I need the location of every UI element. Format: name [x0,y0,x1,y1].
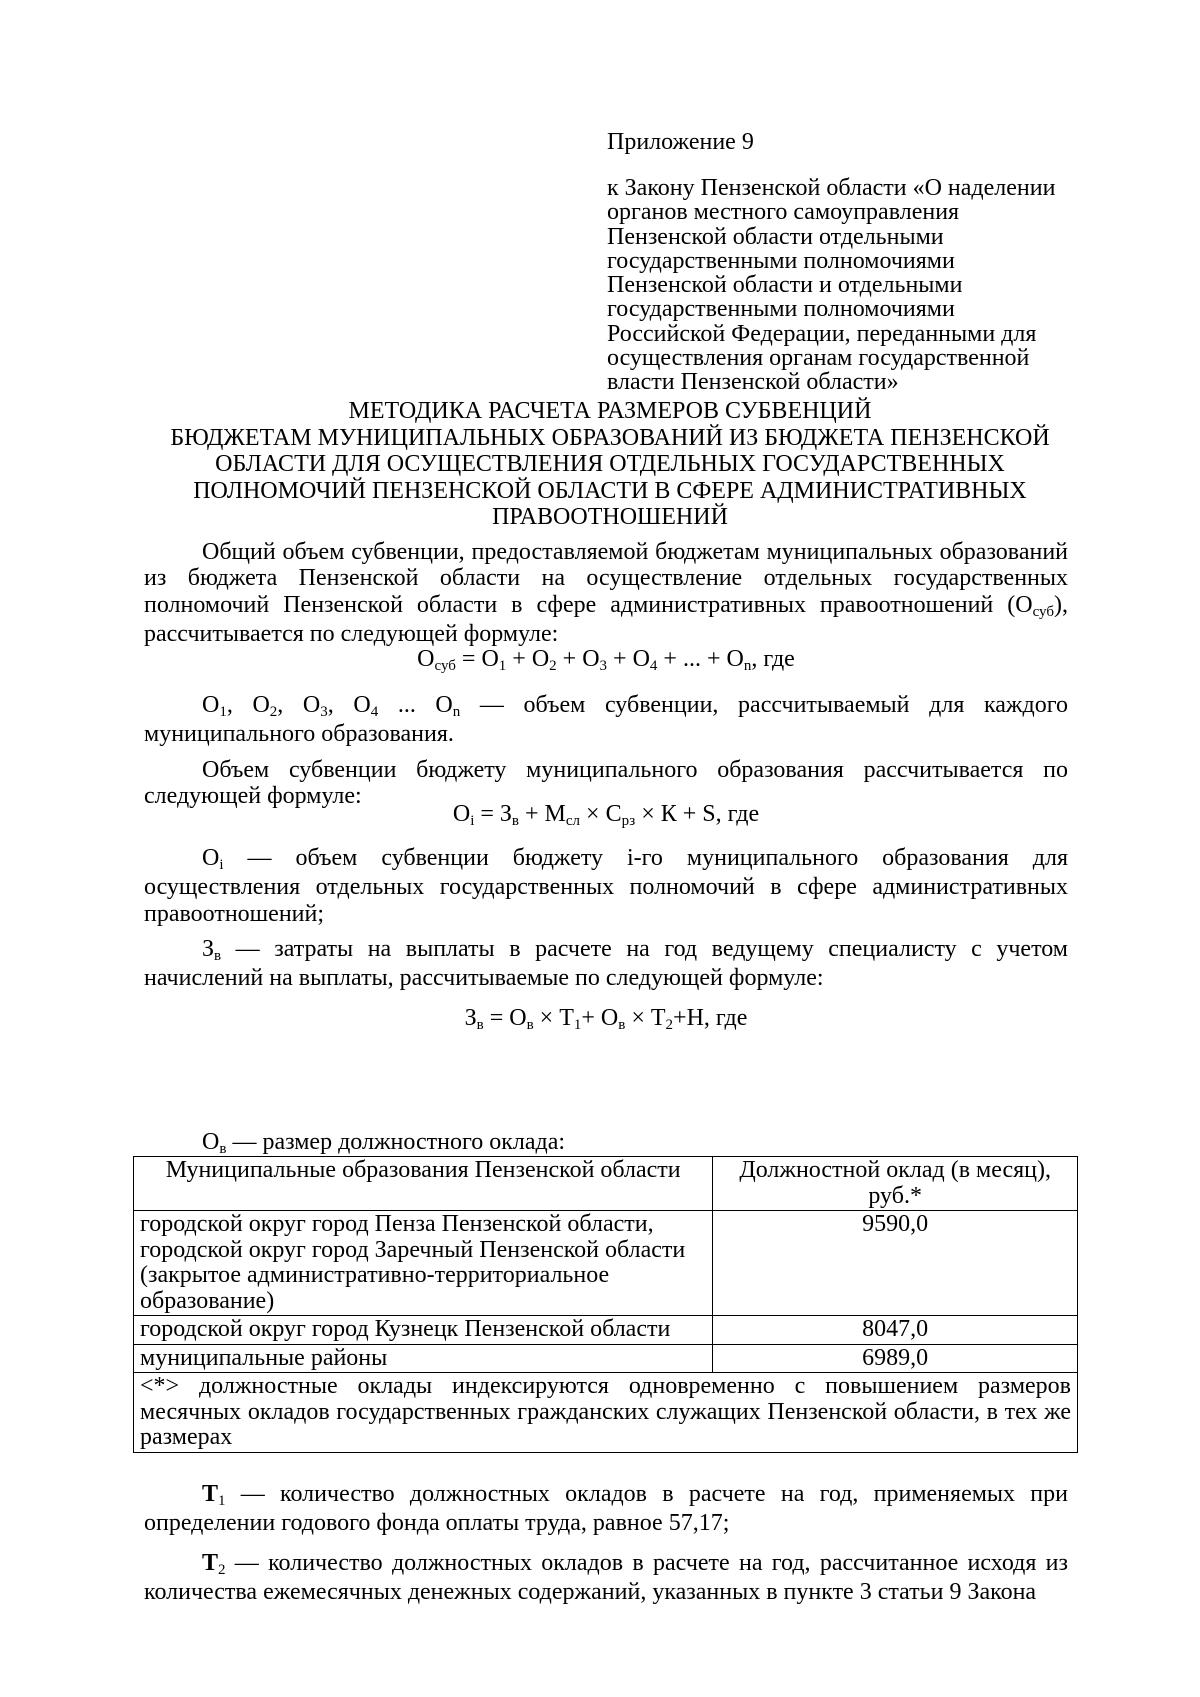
paragraph-total-subvention: Общий объем субвенции, предоставляемой бюджетам муниципальных образований из бюджета Пензенской области на осуществление отдельных государственных полномочий Пензенской области в сфере административных правоотношений $(О_{суб})$, рассчитывается по следующей формуле: [144,539,1068,647]
paragraph-t1-definition: $Т_1$ — количество должностных окладов в расчете на год, применяемых при определении годового фонда оплаты труда, равное 57,17; [144,1481,1068,1537]
paragraph-oi-definition: $О_i$ — объем субвенции бюджету i-го муниципального образования для осуществления отдельных государственных полномочий в сфере административных правоотношений; [144,845,1068,927]
table-cell-mo: городской округ город Пенза Пензенской области, городской округ город Заречный Пензенской области (закрытое административно-территориальное образование) [134,1211,713,1316]
document-title [140,398,1080,531]
table-row [134,1344,1078,1373]
paragraph-zv-definition: $З_в$ — затраты на выплаты в расчете на год ведущему специалисту с учетом начислений на выплаты, рассчитываемые по следующей формуле: [144,936,1068,992]
formula-total: $О_{суб} = О_1 + О_2 + О_3 + О_4$ + ... + $О_n$, где [417,646,795,674]
title-line: ПОЛНОМОЧИЙ ПЕНЗЕНСКОЙ ОБЛАСТИ В СФЕРЕ АДМИНИСТРАТИВНЫХ [193,477,1027,504]
table-row [134,1316,1078,1345]
formula-zv: $З_в = О_в \times Т_1+ О_в \times Т_2+Н$, где [464,1005,748,1033]
salary-table [133,1156,1078,1453]
table-cell-mo: муниципальные районы [134,1344,713,1373]
table-cell-salary: 6989,0 [713,1344,1078,1373]
table-row [134,1211,1078,1316]
table-header-cell: Муниципальные образования Пензенской области [134,1157,713,1211]
table-intro: $О_в$ — размер должностного оклада: [202,1129,566,1157]
table-header-cell: Должностной оклад (в месяц), руб.* [713,1157,1078,1211]
table-cell-salary: 9590,0 [713,1211,1078,1316]
table-header-row [134,1157,1078,1211]
paragraph-subvention-per-mo: $О_1$, $О_2$, $О_3$, $О_4$ ... $О_n$ — объем субвенции, рассчитываемый для каждого муниципального образования. [144,692,1068,748]
paragraph-formula-intro: Объем субвенции бюджету муниципального образования рассчитывается по следующей формуле: [144,757,1068,810]
appendix-number: Приложение 9 [607,129,754,155]
title-line: МЕТОДИКА РАСЧЕТА РАЗМЕРОВ СУБВЕНЦИЙ [348,398,872,424]
appendix-law-reference: к Закону Пензенской области «О наделении органов местного самоуправления Пензенской области отдельными государственными полномочиями Пензенской области и отдельными государственными полномочиями Российской Федерации, переданными для осуществления органам государственной власти Пензенской области» [607,175,1056,396]
table-footnote: <*> должностные оклады индексируются одновременно с повышением размеров месячных окладов государственных гражданских служащих Пензенской области, в тех же размерах [134,1373,1078,1453]
title-line: БЮДЖЕТАМ МУНИЦИПАЛЬНЫХ ОБРАЗОВАНИЙ ИЗ БЮДЖЕТА ПЕНЗЕНСКОЙ [170,424,1050,451]
table-cell-salary: 8047,0 [713,1316,1078,1345]
table-cell-mo: городской округ город Кузнецк Пензенской области [134,1316,713,1345]
formula-oi: $О_i = З_в + М_{сл} \times С_{рз} \times К + S$, где [452,801,760,829]
title-line: ПРАВООТНОШЕНИЙ [492,504,728,530]
title-line: ОБЛАСТИ ДЛЯ ОСУЩЕСТВЛЕНИЯ ОТДЕЛЬНЫХ ГОСУДАРСТВЕННЫХ [215,451,1005,477]
table-note-row [134,1373,1078,1453]
paragraph-t2-definition: $Т_2$ — количество должностных окладов в расчете на год, рассчитанное исходя из количества ежемесячных денежных содержаний, указанных в пункте 3 статьи 9 Закона [144,1550,1068,1606]
